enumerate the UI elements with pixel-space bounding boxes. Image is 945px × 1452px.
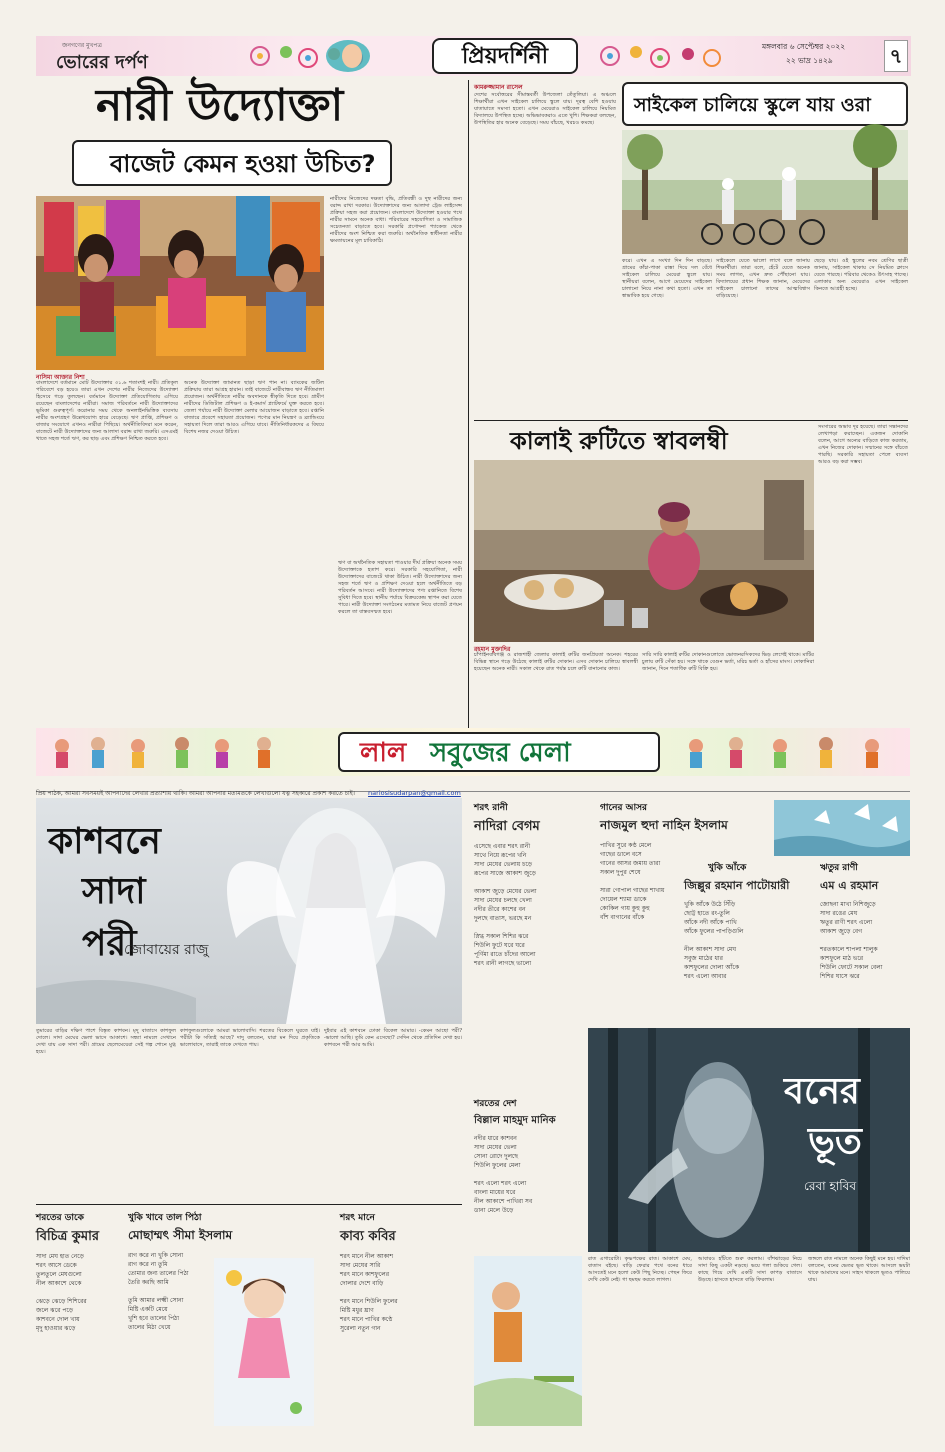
khuki-anke-body: খুকি আঁকে উঠে সিঁড়ি ছোট্ট হাতে রং-তুলি আঁকে নদী আঁকে পাখি আঁকে ফুলের পাপড়িগুলি নীল আকাশ সাদা মেঘ সবুজ মাঠের ধার কাশফুলের দোলা আঁকে শরৎ এলো আবার xyxy=(684,901,744,980)
notice-text: প্রিয় পাঠক, আমরা সবসময়ই আপনাদের লেখার প্রত্যাশায় থাকি। আমরা আপনার মতামতকে লেখাগুলো যত্ন সহকারে প্রকাশ করতে চাই। xyxy=(36,790,355,797)
reading-girl-illustration xyxy=(474,1256,582,1426)
boner-bhut-column-3: জঙ্গলে রাত নামলে অনেক কিছুই মনে হয়। দাদিমা বলতেন, বনের ভেতর ভূত থাকে। আসলে ভয়টা থাকে আমাদের মনে। সাহস থাকলে ভূতও পালিয়ে যায়। xyxy=(808,1256,910,1283)
story2-column-4: ছেড়ে যায়। ওই স্কুলের নবম শ্রেণির ছাত্রী জানায়, সাইকেল থাকায় সে নিয়মিত ক্লাসে যেতে পারছে। পরিবার থেকেও উৎসাহ পাচ্ছে। এলাকার অন্য মেয়েরাও এখন সাইকেল কিনতে আগ্রহী হচ্ছে। xyxy=(814,258,908,292)
sharater-dake-title[interactable]: শরতের ডাকে xyxy=(36,1213,84,1223)
contact-email-link[interactable]: nariosisudarpan@gmail.com xyxy=(368,789,461,797)
story2-headline[interactable]: সাইকেল চালিয়ে স্কুলে যায় ওরা xyxy=(634,94,871,116)
kids-section-banner xyxy=(36,728,910,776)
market-stall-illustration xyxy=(36,196,324,370)
floral-ornament-icon xyxy=(596,40,726,72)
sharater-desh-poem xyxy=(474,1096,586,1250)
kashbone-title-line1[interactable]: কাশবনে xyxy=(48,821,161,862)
kashbone-column-2: কাশফুলগুলোকে আমরা ভালোবাসি। শরতের বিকেলে ঘুরতে যাই। পরীটা কি সত্যিই আছে? দাদু বলতেন, যারা মন দিয়ে প্রকৃতিকে ভালোবাসে, তারাই তাকে দেখতে পায়। xyxy=(180,1028,320,1048)
sharater-dake-poem xyxy=(36,1210,122,1426)
issue-date-bangla: ২২ ভাদ্র ১৪২৯ xyxy=(786,56,833,65)
sharater-desh-author: বিল্লাল মাহমুদ মানিক xyxy=(474,1115,556,1126)
khuki-anke-poem xyxy=(684,860,820,1030)
story1-photo xyxy=(36,196,324,370)
girl-icon xyxy=(214,1258,314,1426)
kashbone-author: জোবায়ের রাজু xyxy=(124,942,209,958)
boner-bhut-title-line1[interactable]: বনের xyxy=(784,1071,860,1112)
birds-illustration xyxy=(774,800,910,856)
story2-headline-box xyxy=(622,82,908,126)
kashbone-title-line2[interactable]: সাদা xyxy=(82,871,146,912)
kashbone-column-3: দুইবার এই কাশবনে ঢোকা বিকেল আমার। -কেমন আছো পরী? -ভালো আছি। তুমি কেন এসেছো? সেদিন থেকে প্রতিদিন দেখা হয়। কাশবনে পরী আর আমি। xyxy=(324,1028,462,1048)
sharat-rani-author: নাদিরা বেগম xyxy=(474,819,540,834)
kashbone-column-1: তুমারের বাড়ির দক্ষিণ পাশে বিস্তৃত কাশবন। মৃদু বাতাসে কাশফুল দোলে। সাদা মেঘের ভেলা ভাসে আকাশে। সন্ধ্যা নামলে সেখানে দেখা যায় এক সাদা পরী। গ্রামের ছেলেমেয়েরা সেই গল্প শোনে মুগ্ধ হয়ে। xyxy=(36,1028,176,1055)
woman-silhouette-icon xyxy=(318,38,378,74)
reading-girl-icon xyxy=(474,1256,582,1426)
section-title[interactable]: প্রিয়দর্শিনী xyxy=(432,38,578,74)
story3-column-2: সারি সারি কালাই রুটির দোকানগুলোতে ভোজনরসিকদের ভিড় লেগেই থাকে। মাটির চুলায় রুটি সেঁকা হয়। সঙ্গে থাকে বেগুন ভর্তা, মরিচ ভর্তা ও হাঁসের মাংস। দোকানিরা জানান, দিনে শতাধিক রুটি বিক্রি হয়। xyxy=(642,652,814,672)
story1-column-1: বাংলাদেশে বর্তমানে মোট উদ্যোক্তার ৩১.৬ শতাংশই নারী। প্রতিকূল পরিবেশে বড় হয়েও তারা এখন দেশের নারীর নিজেদের উদ্যোক্তা হিসেবে গড়ে তুলছেন। বর্তমানে উদ্যোক্তা প্রতিযোগিতায় এগিয়ে রয়েছেন বাংলাদেশের নারীরা। সমাজ পরিবর্তনে নারী উদ্যোক্তাদের ভূমিকা গুরুত্বপূর্ণ। করোনার সময় থেকে অনলাইনভিত্তিক ব্যবসায় নারীর অংশগ্রহণ উল্লেখযোগ্য হারে বেড়েছে। ঋণ প্রাপ্তি, প্রশিক্ষণ ও বাজার সংযোগে এখনও নারীরা পিছিয়ে। অর্থনীতিবিদরা মনে করেন, বাজেটে নারী উদ্যোক্তাদের জন্য আলাদা বরাদ্দ রাখা জরুরি। এসএমই খাতে সহজ শর্তে ঋণ, কর ছাড় এবং প্রশিক্ষণ নিশ্চিত করতে হবে। xyxy=(36,380,178,442)
sharater-dake-author: বিচিত্র কুমার xyxy=(36,1229,100,1244)
ritur-rani-poem xyxy=(820,860,910,1030)
khuki-anke-author: জিল্লুর রহমান পাটোয়ারী xyxy=(684,879,790,892)
boner-bhut-column-2: আবারও হাঁটতে শুরু করলাম। বাঁশঝাড়ের নিচে সাদা কিছু একটা নড়ছে। ভয়ে গলা শুকিয়ে গেল। কাছে গিয়ে দেখি একটি সাদা কাপড় বাতাসে উড়ছে। হাসতে হাসতে বাড়ি ফিরলাম। xyxy=(698,1256,802,1283)
story1-column-4: ঋণ বা অর্থনৈতিক সহায়তা পাওয়ার দীর্ঘ প্রক্রিয়া অনেক সময় উদ্যোক্তাকে হতাশ করে। সরকারি সহযোগিতা, নারী উদ্যোক্তাদের বাজেটে থাকা উচিত। নারী উদ্যোক্তাদের জন্য সহজ শর্তে ঋণ ও প্রশিক্ষণ দেওয়া হলে অর্থনীতিতে বড় পরিবর্তন আসবে। নারী উদ্যোক্তাদের পণ্য রপ্তানিতে বিশেষ সুবিধা দিতে হবে। স্থানীয় পর্যায়ে বিক্রয়কেন্দ্র স্থাপন করা যেতে পারে। নারী উদ্যোক্তা সংগঠনের মতামত নিয়ে বাজেট প্রণয়ন করলে তা বাস্তবসম্মত হবে। xyxy=(338,560,462,726)
boner-bhut-author: রেবা হাবিব xyxy=(804,1179,857,1193)
kashbone-title-line3[interactable]: পরী xyxy=(82,923,137,964)
sharater-dake-body: সাদা মেঘ হাত নেড়ে শরৎ আসে ডেকে তুলতুলে মেঘগুলো নীল আকাশে থেকে ঝেড়ে ঝেড়ে শিশিরের জলে ঝরে পড়ে কাশবনে দোল খায় মৃদু হাওয়ার ঝড়ে xyxy=(36,1253,87,1332)
boner-bhut-illustration xyxy=(588,1028,910,1252)
page-number: ৭ xyxy=(884,40,908,72)
sharat-rani-title[interactable]: শরৎ রানী xyxy=(474,803,508,813)
sharat-mane-title[interactable]: শরৎ মানে xyxy=(340,1213,375,1223)
story3-headline[interactable]: কালাই রুটিতে স্বাবলম্বী xyxy=(510,427,728,455)
khuki-pitha-author: মোছাম্মৎ সীমা ইসলাম xyxy=(128,1228,233,1242)
ritur-rani-title[interactable]: ঋতুর রাণী xyxy=(820,863,858,873)
girl-drawing-illustration xyxy=(214,1258,314,1426)
kids-section-title-box xyxy=(338,732,660,772)
story3-column-3: সংসারের অভাব দূর হয়েছে। তারা সন্তানদের লেখাপড়া করাচ্ছেন। একজন দোকানি বলেন, আগে অন্যের বাড়িতে কাজ করতাম, এখন নিজের দোকান। সম্মানের সঙ্গে বাঁচতে পারছি। সরকারি সহায়তা পেলে ব্যবসা আরও বড় করা সম্ভব। xyxy=(818,424,908,465)
khuki-pitha-body: রাগ করে না খুকি সোনা রাগ করে না তুমি তোমার জন্য তালের পিঠা তৈরি করছি আমি তুমি আমার লক্ষ্মী সোনা মিষ্টি একটি মেয়ে খুশি হবে তালের পিঠা তালের মিঠা খেয়ে xyxy=(128,1252,189,1331)
section-divider xyxy=(474,420,908,421)
roti-stall-illustration xyxy=(474,460,814,642)
children-illustration-icon xyxy=(42,732,302,772)
story2-column-1: দেশের সর্বোত্তরের সীমান্তবর্তী উপজেলা তেঁতুলিয়া। এ অঞ্চলে শিক্ষার্থীরা এখন সাইকেল চালিয়ে স্কুলে যায়। দূরত্ব বেশি হওয়ায় যাতায়াতে সমস্যা হতো। এখন মেয়েরাও সাইকেল চালিয়ে নিয়মিত বিদ্যালয়ে উপস্থিত হচ্ছে। অভিভাবকরাও এতে খুশি। শিক্ষকরা বলছেন, উপস্থিতির হার অনেক বেড়েছে। সময় বাঁচছে, খরচও কমছে। xyxy=(474,92,616,126)
kashbone-illustration xyxy=(36,798,462,1024)
story2-column-3: সাইকেলে যেতে ভালো লাগে বলে জানায় শিক্ষার্থীরা। তারা বলে, হেঁটে যেতে অনেক সময় লাগত, এখন দ্রুত পৌঁছানো যায়। বিদ্যালয়ের প্রধান শিক্ষক জানান, মেয়েদের সাইকেল চালানো তাদের আত্মবিশ্বাস বাড়িয়েছে। xyxy=(716,258,810,299)
sharat-rani-poem xyxy=(474,800,594,1026)
sharat-rani-body: এসেছে এবার শরৎ রানী সাথে নিয়ে রূপের খনি সাদা মেঘের ভেলায় চড়ে রূপের সাজে আকাশ জুড়ে আকাশ জুড়ে মেঘের ভেলা সাদা মেঘের চলছে খেলা নদীর তীরে কাশের বন দুলছে বাতাস, ভরছে মন স্নিগ্ধ সকাল শিশির ঝরে শিউলি ফুটে ঘরে ঘরে পূর্ণিমা রাতে চাঁদের আলো শরৎ রানী লাগছে ভালো xyxy=(474,843,537,967)
sharat-mane-author: কাব্য কবির xyxy=(340,1229,396,1244)
boner-bhut-title-line2[interactable]: ভূত xyxy=(808,1121,862,1162)
story1-subhead: বাজেট কেমন হওয়া উচিত? xyxy=(110,150,376,178)
sharater-desh-body: নদীর ধারে কাশবন সাদা মেঘের ভেলা সোনা রোদে দুলছে শিউলি ফুলের মেলা শরৎ এলো শরৎ এলো বাংলা মায়ের ঘরে নীল আকাশে পাখিরা সব ডানা মেলে উড়ে xyxy=(474,1135,533,1214)
story1-subhead-box xyxy=(72,140,392,186)
ganer-asor-title[interactable]: গানের আসর xyxy=(600,803,647,813)
story1-byline: নাসিমা আক্তার নিশা xyxy=(36,374,85,381)
kids-section-title-red[interactable]: লাল xyxy=(360,738,407,768)
story3-column-1: চাঁপাইনবাবগঞ্জ ও রাজশাহী জেলার কালাই রুটির জনপ্রিয়তা অনেক। শহরের বিভিন্ন স্থানে গড়ে উঠেছে কালাই রুটির দোকান। এসব দোকান চালিয়ে স্বাবলম্বী হয়েছেন অনেক নারী। সকাল থেকে রাত পর্যন্ত চলে রুটি বানানোর কাজ। xyxy=(474,652,638,672)
flying-birds-icon xyxy=(774,800,910,856)
story3-photo xyxy=(474,460,814,642)
story2-photo xyxy=(622,130,908,254)
sharat-mane-poem xyxy=(340,1210,462,1426)
ganer-asor-body: পাখির সুরে কণ্ঠ মেলে গাছের ডালে বসে গানের আসর জমায় তারা সকাল দুপুর শেষে সারা গোপাল গাছের শাখায় দোয়েল শ্যামা ডাকে কোকিল গায় কুহু কুহু বাঁশ বাগানের বাঁকে xyxy=(600,842,665,921)
khuki-pitha-title[interactable]: খুকি খাবে তাল পিঠা xyxy=(128,1213,202,1223)
story1-column-3: নারীদের নিজেদের দক্ষতা বৃদ্ধি, প্রতিবন্ধী ও দুস্থ নারীদের জন্য বরাদ্দ রাখা দরকার। উদ্যোক্তাদের জন্য আলাদা ট্রেড লাইসেন্স প্রক্রিয়া সহজ করা প্রয়োজন। বাংলাদেশে উদ্যোক্তা হওয়ার পথে নারীর সামনে অনেক বাধা। পরিবারের সহযোগিতা ও সামাজিক সচেতনতা বাড়াতে হবে। সরকারি প্রণোদনা প্যাকেজ থেকে নারীদের অংশ নিশ্চিত করা জরুরি। অর্থনৈতিক স্বাধীনতা নারীর ক্ষমতায়নের মূল চাবিকাঠি। xyxy=(330,196,462,244)
kids-section-notice xyxy=(36,780,910,797)
section-divider xyxy=(36,1204,462,1205)
column-divider xyxy=(468,80,469,730)
kids-section-title-green[interactable]: সবুজের মেলা xyxy=(430,738,571,768)
boner-bhut-column-1: রাত এগারোটা। কৃষ্ণপক্ষের রাত। আকাশে মেঘ, বাতাস বইছে। বাড়ি ফেরার পথে বনের ধারে আসতেই মনে হলো কেউ পিছু নিচ্ছে। পেছন ফিরে দেখি কেউ নেই। গা ছমছম করতে লাগল। xyxy=(588,1256,692,1283)
sharater-desh-title[interactable]: শরতের দেশ xyxy=(474,1099,517,1109)
girls-cycling-illustration xyxy=(622,130,908,254)
masthead-brand[interactable]: ভোরের দর্পণ xyxy=(56,52,148,73)
issue-date: মঙ্গলবার ৬ সেপ্টেম্বর ২০২২ xyxy=(762,42,846,51)
story2-column-2: করে। এখন এ সংখ্যা দিন দিন বাড়ছে। গ্রামের কাঁচা-পাকা রাস্তা দিয়ে দল বেঁধে সাইকেল চালিয়ে মেয়েরা স্কুলে যায়। স্থানীয়রা বলেন, আগে মেয়েদের সাইকেল চালানো নিয়ে নানা কথা হতো। এখন তা স্বাভাবিক হয়ে গেছে। xyxy=(622,258,712,299)
masthead-brand-small: জনগণের মুখপত্র xyxy=(62,42,102,49)
ganer-asor-author: নাজমুল হুদা নাহিন ইসলাম xyxy=(600,818,728,832)
story2-byline: কামরুজ্জামান রাসেল xyxy=(474,84,523,91)
ritur-rani-body: জোছনা মাখা নিশিজুড়ে সাদা রঙের মেঘ ঋতুর রাণী শরৎ এলো আকাশ জুড়ে বেগ শরতকালে শাপলা শালুক কাশফুলে মাঠ ভরে শিউলি ফোটে সকাল বেলা শিশির ঘাসে ঝরে xyxy=(820,901,883,980)
children-illustration-icon xyxy=(676,732,906,772)
masthead xyxy=(36,36,911,76)
ritur-rani-author: এম এ রহমান xyxy=(820,879,879,892)
story3-byline: রহমান মুক্তাদির xyxy=(474,646,511,653)
story1-column-2: অনেক উদ্যোক্তা জামানত ছাড়া ঋণ পান না। ব্যাংকের জটিল প্রক্রিয়ায় তারা আগ্রহ হারান। তাই বাজেটে নারীবান্ধব ঋণ নীতিমালা প্রয়োজন। অর্থনীতিতে নারীর অবদানকে স্বীকৃতি দিতে হবে। গ্রামীণ নারীদের ডিজিটাল প্রশিক্ষণ ও ই-কমার্স প্ল্যাটফর্মে যুক্ত করতে হবে। জেলা পর্যায়ে নারী উদ্যোক্তা মেলার আয়োজন বাড়াতে হবে। রপ্তানি বাজারে প্রবেশে সহায়তা প্রয়োজন। পণ্যের মান নিয়ন্ত্রণ ও ব্র্যান্ডিংয়ে সহায়তা দিলে তারা আরও এগিয়ে যাবে। নীতিনির্ধারকদের এ বিষয়ে বিশেষ নজর দেওয়া উচিত। xyxy=(184,380,324,435)
khuki-anke-title[interactable]: খুকি আঁকে xyxy=(708,863,747,873)
sharat-mane-body: শরৎ মানে নীল আকাশ সাদা মেঘের সারি শরৎ মানে কাশফুলের দোলার দেশে বাড়ি শরৎ মানে শিউলি ফুলের মিষ্টি মধুর ঘ্রাণ শরৎ মানে পাখির কণ্ঠে সুরেলা নতুন গান xyxy=(340,1253,398,1332)
story1-headline[interactable]: নারী উদ্যোক্তা xyxy=(96,80,344,131)
